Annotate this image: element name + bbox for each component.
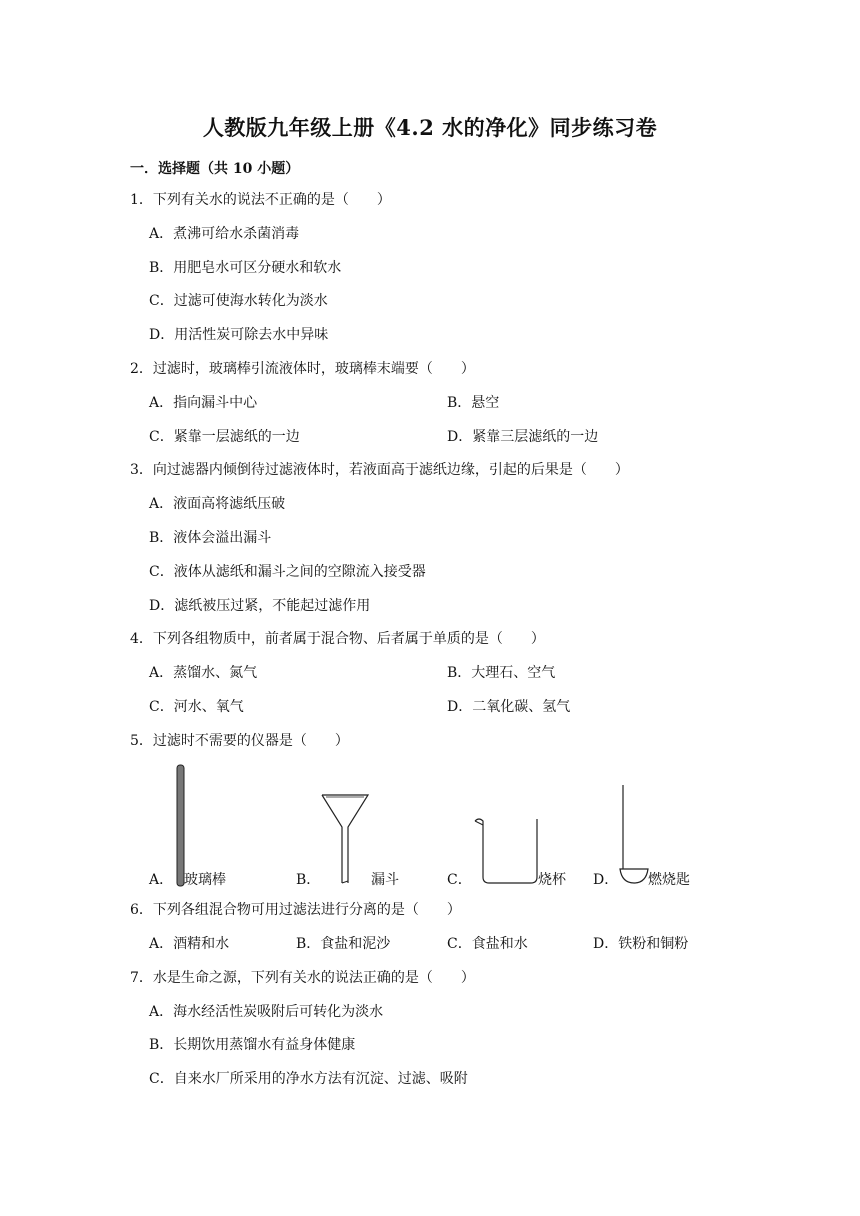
question-7-option-c[interactable]: C．自来水厂所采用的净水方法有沉淀、过滤、吸附 [149,1071,468,1087]
combustion-spoon-icon [618,785,652,885]
question-2-stem: 2．过滤时，玻璃棒引流液体时，玻璃棒末端要（ ） [130,361,475,377]
funnel-icon [320,793,370,885]
question-6-option-b[interactable]: B．食盐和泥沙 [296,936,391,952]
question-3-option-c[interactable]: C．液体从滤纸和漏斗之间的空隙流入接受器 [149,564,426,580]
question-5-option-c-label: 烧杯 [538,872,566,888]
question-5-option-b-letter[interactable]: B． [296,872,321,888]
question-7-option-a[interactable]: A．海水经活性炭吸附后可转化为淡水 [149,1004,384,1020]
question-3-option-b[interactable]: B．液体会溢出漏斗 [149,530,272,546]
question-5-option-a-letter[interactable]: A． [149,872,174,888]
question-1-option-a[interactable]: A．煮沸可给水杀菌消毒 [149,226,300,242]
question-2-option-c[interactable]: C．紧靠一层滤纸的一边 [149,429,300,445]
question-7-option-b[interactable]: B．长期饮用蒸馏水有益身体健康 [149,1037,356,1053]
question-1-stem: 1．下列有关水的说法不正确的是（ ） [130,192,391,208]
question-1-option-d[interactable]: D．用活性炭可除去水中异味 [149,327,329,343]
question-4-option-c[interactable]: C．河水、氧气 [149,699,244,715]
question-6-option-c[interactable]: C．食盐和水 [447,936,528,952]
question-5-option-d-letter[interactable]: D． [593,872,619,888]
question-6-stem: 6．下列各组混合物可用过滤法进行分离的是（ ） [130,902,461,918]
question-1-option-c[interactable]: C．过滤可使海水转化为淡水 [149,293,328,309]
question-5-option-d-label: 燃烧匙 [648,872,690,888]
question-2-option-d[interactable]: D．紧靠三层滤纸的一边 [447,429,599,445]
question-6-option-d[interactable]: D．铁粉和铜粉 [593,936,689,952]
question-6-option-a[interactable]: A．酒精和水 [149,936,230,952]
question-2-option-a[interactable]: A．指向漏斗中心 [149,395,258,411]
question-4-stem: 4．下列各组物质中，前者属于混合物、后者属于单质的是（ ） [130,631,545,647]
question-3-option-a[interactable]: A．液面高将滤纸压破 [149,496,286,512]
question-5-option-b-label: 漏斗 [371,872,399,888]
question-2-option-b[interactable]: B．悬空 [447,395,500,411]
section-heading: 一．选择题（共 10 小题） [130,161,300,177]
question-4-option-d[interactable]: D．二氧化碳、氢气 [447,699,571,715]
page-title: 人教版九年级上册《4.2 水的净化》同步练习卷 [202,115,658,140]
question-5-option-a-label: 玻璃棒 [184,872,226,888]
question-4-option-b[interactable]: B．大理石、空气 [447,665,556,681]
question-5-stem: 5．过滤时不需要的仪器是（ ） [130,733,349,749]
question-7-stem: 7．水是生命之源，下列有关水的说法正确的是（ ） [130,970,475,986]
beaker-icon [473,815,543,885]
question-5-option-c-letter[interactable]: C． [447,872,472,888]
question-3-stem: 3．向过滤器内倾倒待过滤液体时，若液面高于滤纸边缘，引起的后果是（ ） [130,462,629,478]
question-3-option-d[interactable]: D．滤纸被压过紧，不能起过滤作用 [149,598,371,614]
question-1-option-b[interactable]: B．用肥皂水可区分硬水和软水 [149,260,342,276]
question-4-option-a[interactable]: A．蒸馏水、氮气 [149,665,258,681]
